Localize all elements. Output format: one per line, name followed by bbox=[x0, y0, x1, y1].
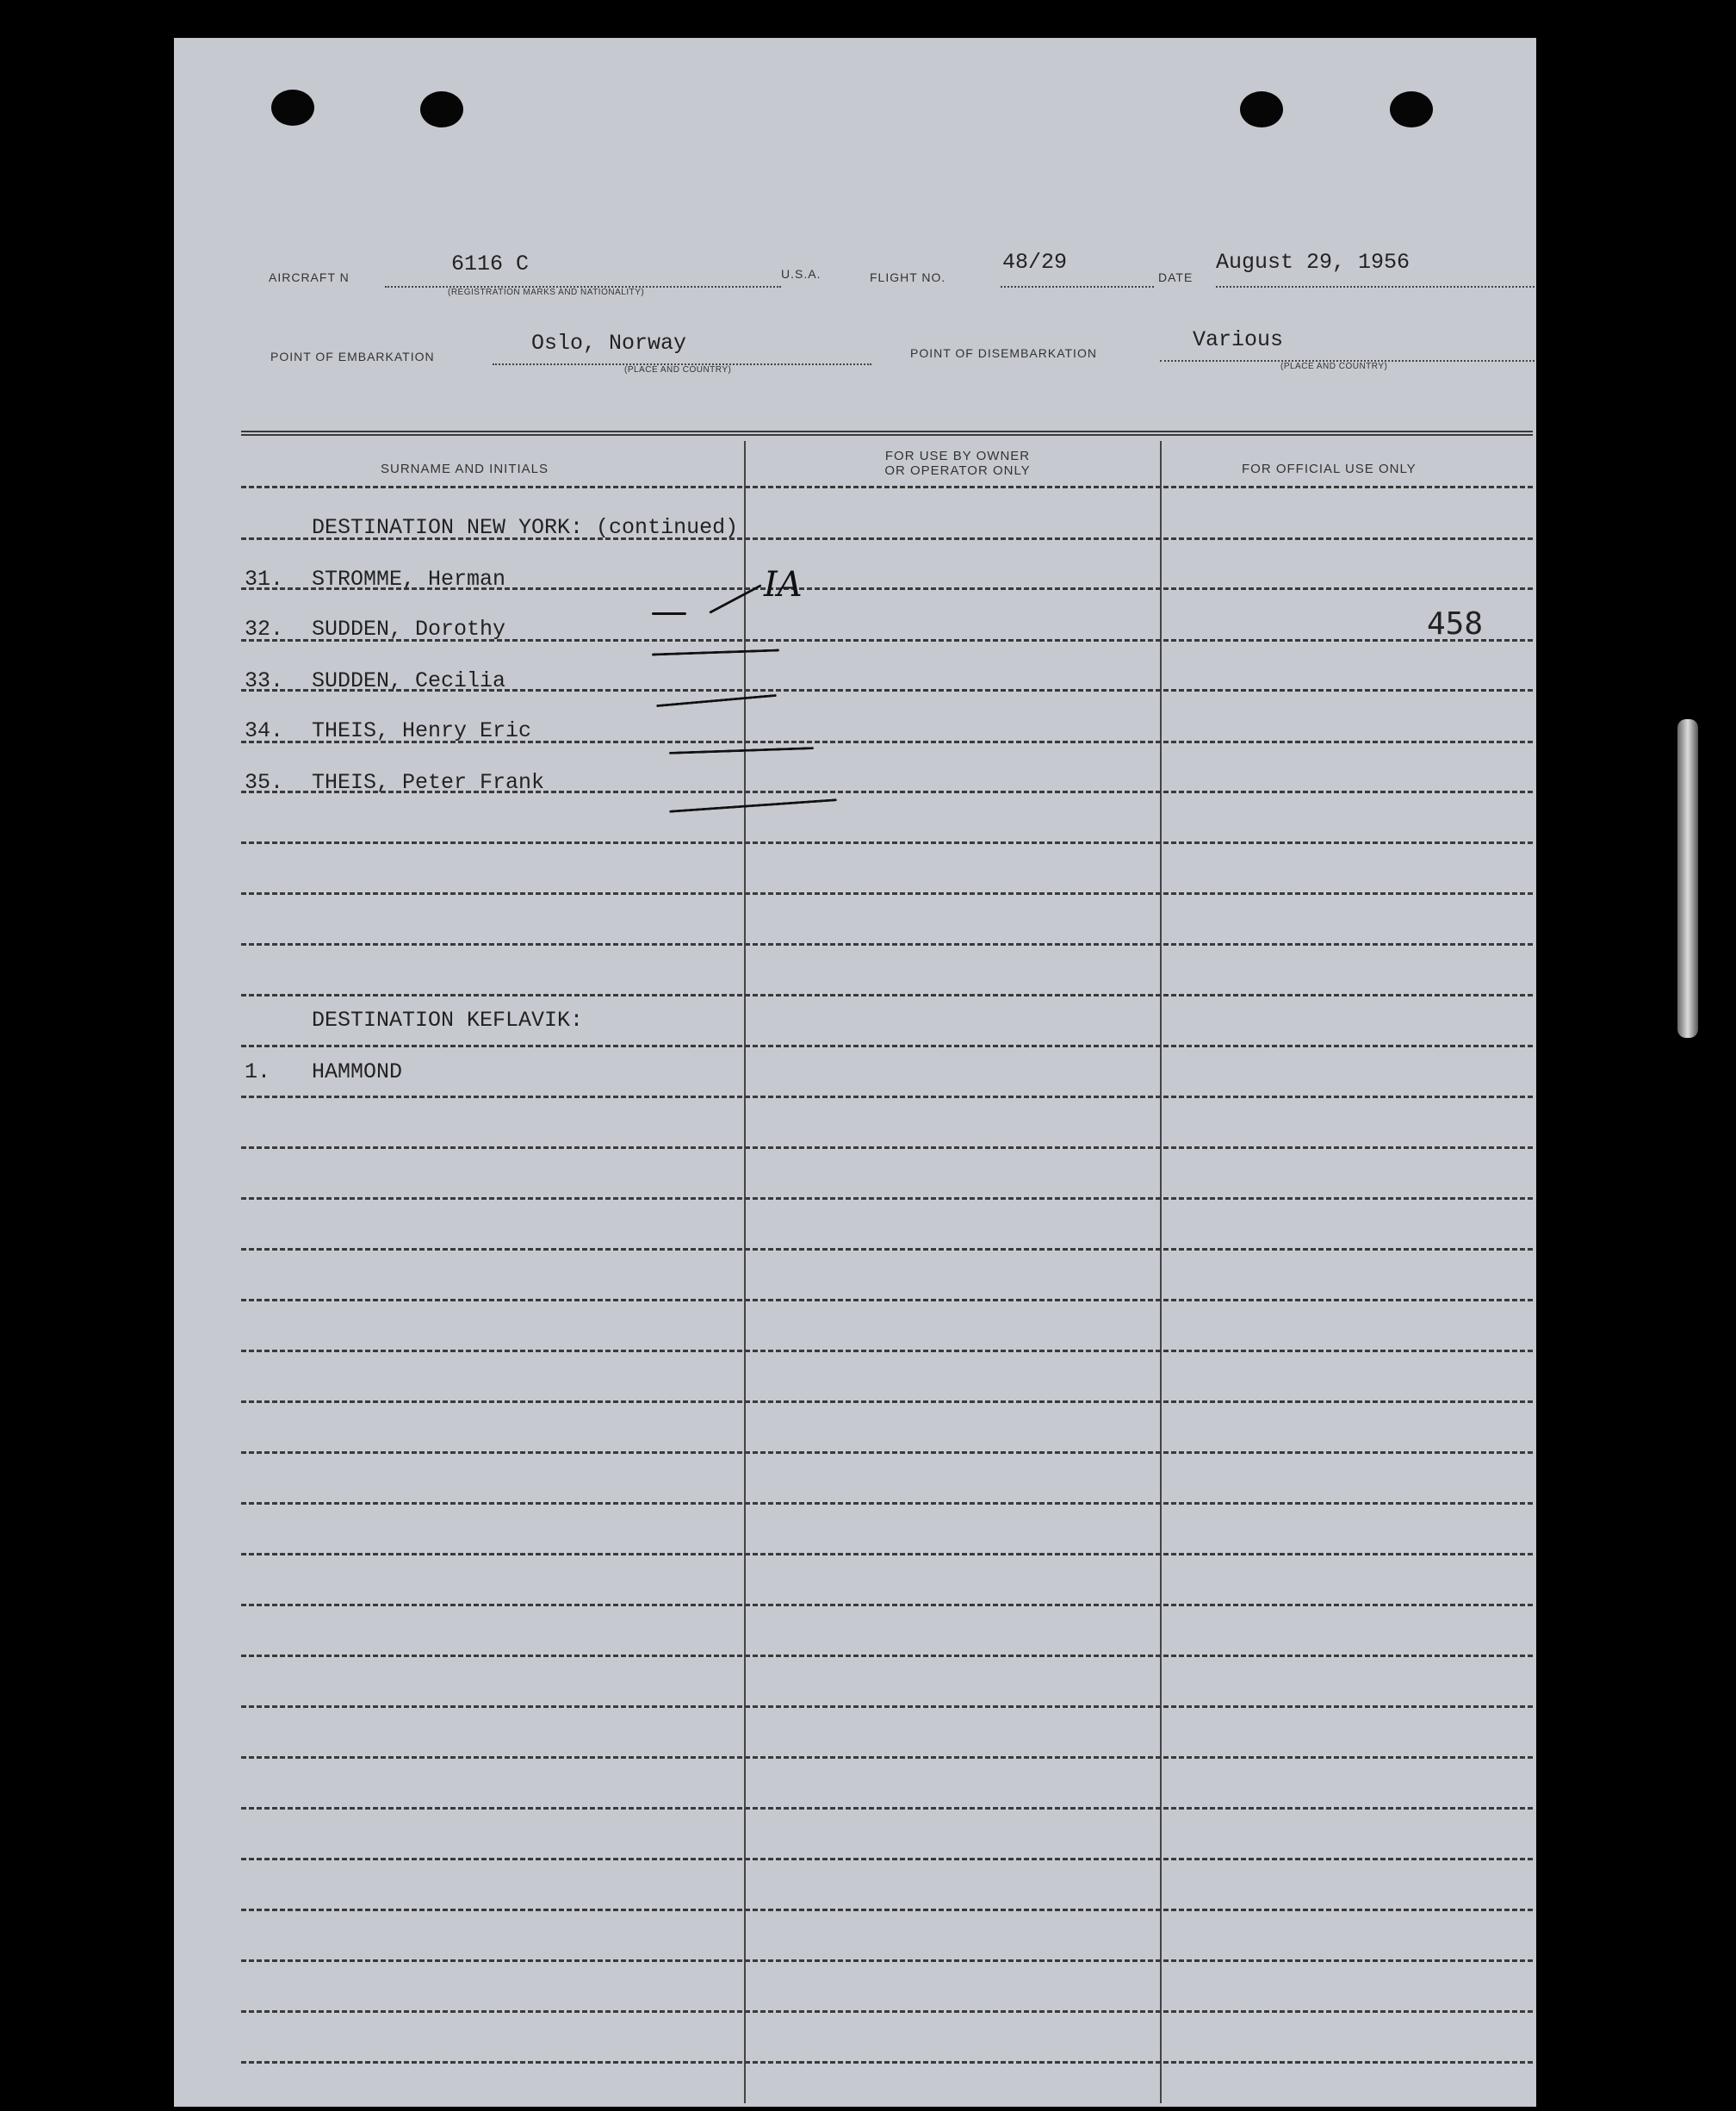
ruled-line bbox=[241, 1705, 1533, 1708]
table-top-rule bbox=[241, 431, 1533, 436]
disembark-sub: (PLACE AND COUNTRY) bbox=[1280, 362, 1388, 371]
ruled-line bbox=[241, 486, 1533, 488]
passenger-name: SUDDEN, Cecilia bbox=[312, 668, 506, 693]
date-fill-line bbox=[1216, 286, 1534, 288]
ruled-line bbox=[241, 2010, 1533, 2013]
pen-mark-ia: IA bbox=[764, 565, 803, 605]
pen-stroke bbox=[656, 694, 777, 707]
embark-value: Oslo, Norway bbox=[531, 331, 687, 356]
ruled-line bbox=[241, 1350, 1533, 1352]
official-number: 458 bbox=[1427, 606, 1484, 642]
ruled-line bbox=[241, 1299, 1533, 1301]
ruled-line bbox=[241, 1655, 1533, 1657]
ruled-line bbox=[241, 1248, 1533, 1251]
passenger-name: STROMME, Herman bbox=[312, 567, 506, 592]
ruled-line bbox=[241, 1756, 1533, 1759]
passenger-name: THEIS, Peter Frank bbox=[312, 770, 545, 795]
ruled-line bbox=[241, 1146, 1533, 1149]
entry-number: 35. bbox=[245, 770, 284, 795]
col-header-owner-line2: OR OPERATOR ONLY bbox=[884, 463, 1031, 478]
ruled-line bbox=[241, 1959, 1533, 1962]
manifest-page bbox=[174, 38, 1536, 2107]
pen-stroke bbox=[652, 649, 779, 655]
flight-value: 48/29 bbox=[1002, 250, 1068, 275]
aircraft-sub: (REGISTRATION MARKS AND NATIONALITY) bbox=[448, 288, 645, 297]
entry-number: 31. bbox=[245, 567, 284, 592]
pen-stroke bbox=[669, 798, 837, 813]
page-edge-shadow bbox=[1677, 719, 1698, 1038]
passenger-name: HAMMOND bbox=[312, 1059, 403, 1084]
entry-number: 32. bbox=[245, 617, 284, 642]
ruled-line bbox=[241, 1502, 1533, 1505]
passenger-name: SUDDEN, Dorothy bbox=[312, 617, 506, 642]
ruled-line bbox=[241, 1807, 1533, 1810]
entry-number: 1. bbox=[245, 1059, 271, 1084]
ruled-line bbox=[241, 1197, 1533, 1200]
ruled-line bbox=[241, 892, 1533, 895]
col-header-official: FOR OFFICIAL USE ONLY bbox=[1242, 462, 1417, 476]
ruled-line bbox=[241, 1400, 1533, 1403]
usa-label: U.S.A. bbox=[781, 267, 822, 281]
section-heading: DESTINATION NEW YORK: (continued) bbox=[312, 515, 739, 540]
punch-hole bbox=[271, 90, 314, 126]
disembark-value: Various bbox=[1193, 327, 1284, 352]
entry-number: 33. bbox=[245, 668, 284, 693]
date-value: August 29, 1956 bbox=[1216, 250, 1410, 275]
entry-number: 34. bbox=[245, 718, 284, 743]
ruled-line bbox=[241, 2061, 1533, 2064]
disembark-label: POINT OF DISEMBARKATION bbox=[910, 346, 1097, 360]
pen-stroke bbox=[669, 747, 814, 754]
punch-hole bbox=[420, 91, 463, 127]
embark-sub: (PLACE AND COUNTRY) bbox=[624, 365, 732, 375]
ruled-line bbox=[241, 1096, 1533, 1098]
section-heading: DESTINATION KEFLAVIK: bbox=[312, 1008, 584, 1033]
aircraft-label: AIRCRAFT N bbox=[269, 270, 350, 284]
ruled-line bbox=[241, 943, 1533, 946]
ruled-line bbox=[241, 1045, 1533, 1047]
ruled-line bbox=[241, 1858, 1533, 1860]
punch-hole bbox=[1390, 91, 1433, 127]
date-label: DATE bbox=[1158, 270, 1194, 284]
passenger-name: THEIS, Henry Eric bbox=[312, 718, 532, 743]
ruled-line bbox=[241, 1909, 1533, 1911]
aircraft-value: 6116 C bbox=[451, 251, 530, 276]
col-header-surname: SURNAME AND INITIALS bbox=[381, 462, 549, 476]
ruled-line bbox=[241, 1553, 1533, 1555]
embark-label: POINT OF EMBARKATION bbox=[270, 350, 435, 363]
col-header-owner-line1: FOR USE BY OWNER bbox=[884, 449, 1031, 463]
pen-stroke bbox=[652, 612, 686, 615]
ruled-line bbox=[241, 1604, 1533, 1606]
ruled-line bbox=[241, 841, 1533, 844]
ruled-line bbox=[241, 1451, 1533, 1454]
ruled-line bbox=[241, 994, 1533, 997]
flight-fill-line bbox=[1001, 286, 1154, 288]
flight-label: FLIGHT NO. bbox=[870, 270, 946, 284]
punch-hole bbox=[1240, 91, 1283, 127]
